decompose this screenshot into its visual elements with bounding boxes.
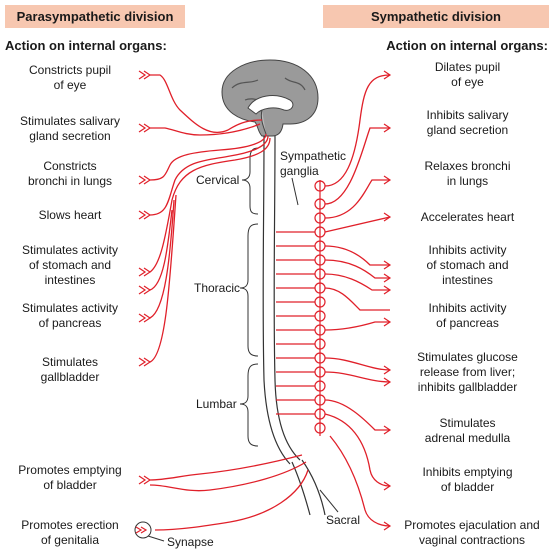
left-subheader: Action on internal organs: [5, 38, 167, 53]
left-action-label: Stimulates activity of stomach and intestines [21, 243, 119, 287]
right-action-label: Stimulates adrenal medulla [424, 416, 511, 445]
region-label-thoracic: Thoracic [194, 281, 241, 295]
right-action-label: Promotes ejaculation and vaginal contractions [404, 518, 540, 547]
sympathetic-ganglia-chain [315, 180, 325, 436]
left-action-label: Stimulates gallbladder [40, 355, 100, 384]
region-label-cervical: Cervical [196, 173, 240, 187]
left-action-label: Constricts bronchi in lungs [27, 159, 113, 188]
region-brackets [240, 148, 258, 446]
sympathetic-header: Sympathetic division [323, 5, 549, 28]
right-action-label: Stimulates glucose release from liver; inhibits gallbladder [417, 350, 518, 394]
left-action-label: Promotes emptying of bladder [18, 463, 122, 492]
right-action-label: Inhibits activity of stomach and intestines [426, 243, 509, 287]
region-label-sacral: Sacral [326, 513, 361, 527]
left-action-label: Slows heart [38, 208, 102, 222]
left-action-label: Promotes erection of genitalia [21, 518, 119, 547]
right-action-label: Inhibits salivary gland secretion [426, 108, 509, 137]
region-label-lumbar: Lumbar [196, 397, 237, 411]
spinal-cord [263, 136, 325, 515]
left-action-label: Stimulates salivary gland secretion [19, 114, 121, 143]
right-action-label: Relaxes bronchi in lungs [424, 159, 511, 188]
parasympathetic-header: Parasympathetic division [5, 5, 185, 28]
sympathetic-nerves [276, 75, 390, 526]
right-action-label: Dilates pupil of eye [434, 60, 501, 89]
sympathetic-ganglia-label: Sympathetic ganglia [280, 149, 347, 178]
left-arrowheads [139, 71, 150, 484]
synapse-symbol [135, 522, 164, 541]
left-action-label: Constricts pupil of eye [28, 63, 112, 92]
synapse-label: Synapse [167, 535, 214, 549]
right-subheader: Action on internal organs: [386, 38, 548, 53]
left-action-label: Stimulates activity of pancreas [21, 301, 119, 330]
right-action-label: Inhibits activity of pancreas [428, 301, 507, 330]
right-arrowheads [384, 71, 390, 530]
right-action-label: Accelerates heart [420, 210, 515, 224]
right-action-label: Inhibits emptying of bladder [422, 465, 513, 494]
